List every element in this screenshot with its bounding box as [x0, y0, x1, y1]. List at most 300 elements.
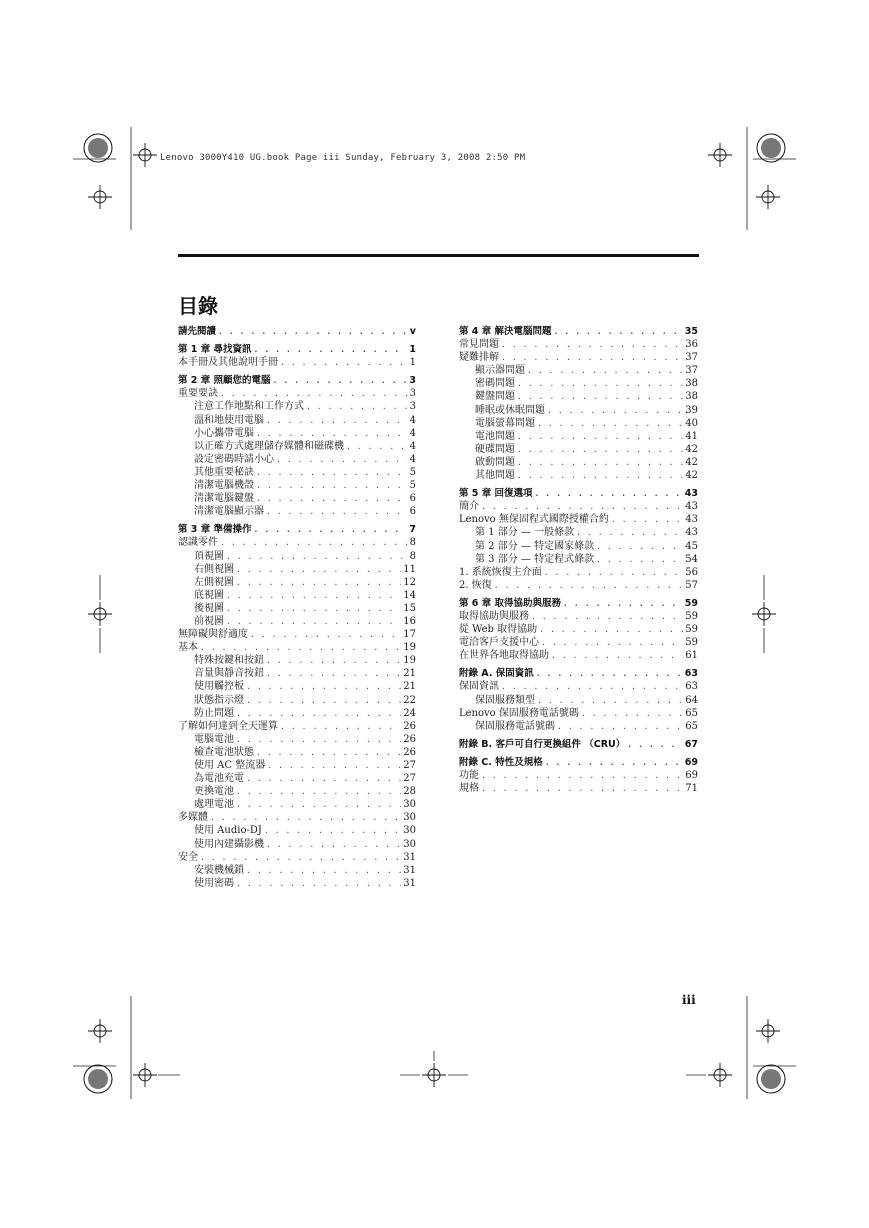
toc-entry[interactable]	[178, 440, 416, 453]
toc-entry[interactable]	[459, 553, 698, 566]
toc-dot-leader	[236, 733, 401, 746]
toc-entry[interactable]	[178, 838, 416, 851]
toc-entry-page: 1	[409, 357, 416, 369]
toc-dot-leader	[501, 338, 683, 351]
toc-dot-leader	[494, 579, 684, 592]
toc-entry[interactable]	[459, 526, 698, 539]
toc-entry-title: 本手冊及其他說明手冊	[178, 357, 278, 369]
toc-entry-title: 頂視圖	[194, 550, 224, 562]
toc-entry[interactable]	[178, 759, 416, 772]
toc-entry-page: 26	[403, 720, 416, 732]
toc-entry-page: 14	[403, 589, 416, 601]
toc-entry-title: 右側視圖	[194, 563, 234, 575]
toc-entry-page: 38	[685, 378, 698, 390]
toc-entry-title: 安全	[178, 851, 198, 863]
toc-entry-title: 後視圖	[194, 602, 224, 614]
toc-entry[interactable]	[459, 610, 698, 623]
toc-dot-leader	[236, 798, 401, 811]
toc-entry[interactable]	[178, 576, 416, 589]
toc-dot-leader	[236, 563, 401, 576]
toc-entry-title: 溫和地使用電腦	[194, 414, 264, 426]
toc-dot-leader	[200, 641, 401, 654]
toc-entry[interactable]	[178, 707, 416, 720]
toc-dot-leader	[531, 610, 683, 623]
toc-entry[interactable]	[459, 500, 698, 513]
toc-entry[interactable]	[178, 667, 416, 680]
toc-entry-title: 使用密碼	[194, 877, 234, 889]
toc-entry[interactable]	[178, 427, 416, 440]
toc-entry-title: 在世界各地取得協助	[459, 650, 549, 662]
toc-entry-page: 37	[685, 352, 698, 364]
toc-dot-leader	[541, 636, 683, 649]
toc-entry-title: 認識零件	[178, 537, 218, 549]
toc-entry-page: 69	[685, 770, 698, 781]
toc-dot-leader	[517, 469, 683, 482]
toc-entry-page: 30	[403, 838, 416, 850]
toc-dot-leader	[226, 602, 401, 615]
toc-dot-leader	[246, 680, 401, 693]
toc-dot-leader	[576, 526, 683, 539]
toc-entry-title: 無障礙與舒適度	[178, 629, 248, 641]
toc-dot-leader	[581, 707, 683, 720]
toc-dot-leader	[280, 356, 408, 369]
toc-entry-page: 4	[409, 453, 416, 465]
toc-entry-title: 2. 恢復	[459, 579, 492, 591]
toc-entry-title: 顯示器問題	[475, 365, 525, 377]
toc-entry-title: 常見問題	[459, 339, 499, 351]
toc-entry-page: 3	[409, 401, 416, 413]
toc-entry-page: 27	[403, 773, 416, 785]
toc-entry[interactable]	[178, 720, 416, 733]
toc-entry-title: 小心攜帶電腦	[194, 427, 254, 439]
toc-entry-title: 安裝機械鎖	[194, 864, 244, 876]
toc-entry[interactable]	[178, 877, 416, 890]
toc-entry-title: 第 5 章 回復選項	[459, 488, 533, 500]
toc-entry-title: 電洽客戶支援中心	[459, 637, 539, 649]
toc-entry[interactable]	[459, 782, 698, 795]
page-title: 目錄	[178, 294, 218, 318]
toc-entry-page: 8	[409, 550, 416, 562]
toc-entry-page: 65	[685, 707, 698, 719]
toc-entry-title: 啟動問題	[475, 456, 515, 468]
toc-entry-page: 27	[403, 760, 416, 771]
toc-entry[interactable]	[178, 785, 416, 798]
toc-entry[interactable]	[178, 733, 416, 746]
toc-entry[interactable]	[178, 466, 416, 479]
toc-entry[interactable]	[178, 641, 416, 654]
toc-dot-leader	[517, 443, 683, 456]
toc-chapter-entry[interactable]	[459, 667, 698, 680]
toc-dot-leader	[280, 720, 401, 733]
toc-entry-title: 前視圖	[194, 615, 224, 627]
toc-entry[interactable]	[459, 513, 698, 526]
toc-entry-page: 59	[685, 637, 698, 649]
toc-entry-title: 左側視圖	[194, 576, 234, 588]
toc-entry[interactable]	[178, 589, 416, 602]
toc-entry-title: 電池問題	[475, 430, 515, 442]
toc-entry[interactable]	[178, 492, 416, 505]
toc-entry-title: 底視圖	[194, 589, 224, 601]
toc-dot-leader	[501, 680, 683, 693]
toc-entry-page: 71	[685, 783, 698, 795]
toc-dot-leader	[537, 694, 683, 707]
toc-chapter-entry[interactable]	[178, 343, 416, 356]
toc-entry[interactable]	[459, 338, 698, 351]
toc-dot-leader	[517, 456, 683, 469]
toc-entry[interactable]	[459, 364, 698, 377]
toc-entry-title: Lenovo 無保固程式國際授權合約	[459, 514, 609, 526]
toc-entry-page: 67	[684, 738, 698, 750]
toc-chapter-entry[interactable]	[459, 325, 698, 338]
toc-entry-page: 31	[403, 864, 416, 876]
toc-entry-page: 22	[403, 694, 416, 706]
toc-entry-page: 59	[684, 597, 698, 609]
toc-entry-title: 第 2 部分 — 特定國家條款	[475, 540, 595, 552]
toc-entry[interactable]	[178, 602, 416, 615]
toc-entry-title: 第 6 章 取得協助與服務	[459, 597, 562, 609]
toc-chapter-entry[interactable]	[459, 487, 698, 500]
toc-entry[interactable]	[178, 414, 416, 427]
toc-entry-page: 24	[403, 707, 416, 719]
toc-dot-leader	[547, 404, 683, 417]
toc-dot-leader	[557, 720, 683, 733]
toc-dot-leader	[267, 759, 401, 772]
toc-dot-leader	[256, 466, 408, 479]
toc-dot-leader	[256, 479, 408, 492]
toc-dot-leader	[346, 440, 408, 453]
toc-entry-page: 4	[409, 440, 416, 452]
toc-entry[interactable]	[178, 387, 416, 400]
toc-entry[interactable]	[178, 694, 416, 707]
toc-dot-leader	[266, 838, 401, 851]
print-header-line: Lenovo 3000Y410 UG.book Page iii Sunday, February 3, 2008 2:50 PM	[160, 153, 526, 163]
toc-entry-title: 清潔電腦機殼	[194, 480, 254, 492]
toc-dot-leader	[545, 756, 683, 769]
toc-dot-leader	[501, 351, 683, 364]
toc-entry[interactable]	[178, 550, 416, 563]
toc-entry[interactable]	[459, 566, 698, 579]
toc-entry-title: 取得協助與服務	[459, 610, 529, 622]
toc-entry-title: 簡介	[459, 501, 479, 513]
toc-entry-page: 21	[403, 681, 416, 693]
toc-dot-leader	[210, 811, 401, 824]
toc-entry-title: 清潔電腦鍵盤	[194, 493, 254, 505]
toc-entry[interactable]	[178, 864, 416, 877]
toc-entry-title: 硬碟問題	[475, 443, 515, 455]
toc-dot-leader	[266, 667, 401, 680]
toc-entry-title: 防止問題	[194, 707, 234, 719]
toc-entry[interactable]	[178, 563, 416, 576]
toc-entry-title: 使用觸控板	[194, 681, 244, 693]
toc-entry-page: 43	[685, 514, 698, 526]
toc-dot-leader	[250, 628, 401, 641]
toc-chapter-entry[interactable]	[178, 523, 416, 536]
toc-entry[interactable]	[459, 636, 698, 649]
toc-dot-leader	[236, 576, 401, 589]
toc-dot-leader	[256, 746, 401, 759]
toc-entry[interactable]	[178, 811, 416, 824]
toc-entry-page: 12	[403, 576, 416, 588]
toc-entry-page: 57	[685, 579, 698, 591]
toc-dot-leader	[236, 785, 401, 798]
toc-entry-title: 保固服務類型	[475, 694, 535, 706]
toc-entry-page: 15	[403, 602, 416, 614]
toc-dot-leader	[544, 566, 684, 579]
page-number: iii	[682, 993, 696, 1007]
toc-entry-page: 43	[685, 527, 698, 539]
toc-entry-page: 3	[409, 388, 416, 400]
toc-dot-leader	[254, 343, 408, 356]
toc-entry-page: 65	[685, 720, 698, 732]
toc-entry-page: 5	[409, 466, 416, 478]
toc-dot-leader	[536, 667, 683, 680]
toc-dot-leader	[236, 707, 401, 720]
toc-entry[interactable]	[459, 417, 698, 430]
toc-dot-leader	[517, 430, 683, 443]
toc-entry[interactable]	[178, 680, 416, 693]
toc-dot-leader	[481, 769, 683, 782]
toc-entry-page: 8	[409, 537, 416, 549]
toc-entry-page: 43	[685, 501, 698, 513]
toc-entry-page: 26	[403, 746, 416, 758]
toc-dot-leader	[256, 427, 408, 440]
toc-entry[interactable]	[178, 746, 416, 759]
toc-entry[interactable]	[178, 824, 416, 837]
toc-chapter-entry[interactable]	[178, 374, 416, 387]
toc-entry-page: 21	[403, 668, 416, 680]
toc-entry[interactable]	[459, 390, 698, 403]
toc-entry-page: 61	[685, 650, 698, 662]
toc-entry[interactable]	[178, 536, 416, 549]
toc-entry-page: 19	[403, 642, 416, 654]
toc-chapter-entry[interactable]	[459, 756, 698, 769]
toc-entry-title: 附錄 B. 客戶可自行更換組件 （CRU）	[459, 738, 626, 750]
toc-entry-title: 從 Web 取得協助	[459, 624, 538, 636]
toc-entry[interactable]	[459, 404, 698, 417]
toc-entry-title: 注意工作地點和工作方式	[194, 401, 304, 413]
toc-entry-title: 保固服務電話號碼	[475, 720, 555, 732]
toc-entry-title: 保固資訊	[459, 681, 499, 693]
toc-entry-page: 7	[409, 524, 416, 536]
toc-dot-leader	[220, 387, 408, 400]
toc-entry-page: 64	[685, 694, 698, 706]
toc-dot-leader	[551, 649, 683, 662]
toc-entry-title: 多媒體	[178, 812, 208, 824]
toc-entry[interactable]	[178, 798, 416, 811]
toc-dot-leader	[200, 851, 401, 864]
toc-entry[interactable]	[459, 707, 698, 720]
toc-dot-leader	[273, 374, 408, 387]
toc-entry-page: 19	[403, 655, 416, 667]
toc-entry-title: 基本	[178, 642, 198, 654]
toc-entry-title: 第 3 部分 — 特定程式條款	[475, 553, 595, 565]
toc-entry-page: 45	[685, 540, 698, 552]
toc-entry[interactable]	[459, 443, 698, 456]
toc-dot-leader	[527, 364, 683, 377]
toc-entry-title: 第 2 章 照顧您的電腦	[178, 375, 271, 387]
toc-entry-title: 第 1 章 尋找資訊	[178, 344, 252, 356]
toc-entry-page: 6	[409, 493, 416, 505]
toc-entry-page: 40	[685, 417, 698, 429]
toc-entry-title: Lenovo 保固服務電話號碼	[459, 707, 579, 719]
toc-dot-leader	[517, 390, 683, 403]
toc-entry-title: 使用 AC 整流器	[194, 760, 266, 771]
toc-entry-page: 59	[685, 624, 698, 636]
toc-entry-title: 使用內建攝影機	[194, 838, 264, 850]
toc-entry-page: 30	[403, 799, 416, 811]
toc-entry-title: 使用 Audio-DJ	[194, 825, 262, 837]
toc-entry[interactable]	[459, 456, 698, 469]
toc-entry[interactable]	[178, 851, 416, 864]
toc-dot-leader	[266, 505, 408, 518]
toc-chapter-entry[interactable]	[459, 738, 698, 751]
toc-entry-page: 6	[409, 506, 416, 518]
toc-entry-page: 11	[403, 563, 416, 575]
toc-entry-title: 1. 系統恢復主介面	[459, 566, 542, 578]
toc-chapter-entry[interactable]	[178, 325, 416, 338]
toc-entry-title: 檢查電池狀態	[194, 746, 254, 758]
toc-entry[interactable]	[178, 772, 416, 785]
toc-entry-page: v	[409, 326, 416, 337]
toc-entry-page: 42	[685, 470, 698, 482]
toc-entry-page: 3	[409, 375, 416, 387]
toc-entry[interactable]	[178, 615, 416, 628]
toc-entry[interactable]	[178, 505, 416, 518]
toc-entry[interactable]	[178, 628, 416, 641]
toc-entry-page: 30	[403, 825, 416, 837]
toc-entry[interactable]	[178, 479, 416, 492]
toc-entry-page: 59	[685, 610, 698, 622]
toc-entry-title: 請先閱讀	[178, 326, 217, 337]
toc-entry[interactable]	[178, 356, 416, 369]
toc-entry-title: 特殊按鍵和按鈕	[194, 655, 264, 667]
toc-dot-leader	[481, 500, 683, 513]
toc-entry-title: 音量與靜音按鈕	[194, 668, 264, 680]
toc-entry-page: 4	[409, 414, 416, 426]
toc-dot-leader	[254, 523, 408, 536]
toc-entry-title: 狀態指示燈	[194, 694, 244, 706]
toc-entry-title: 規格	[459, 783, 479, 795]
toc-entry[interactable]	[459, 469, 698, 482]
toc-dot-leader	[218, 325, 408, 338]
toc-entry-page: 31	[403, 877, 416, 889]
toc-entry-title: 清潔電腦顯示器	[194, 506, 264, 518]
toc-dot-leader	[596, 540, 683, 553]
toc-dot-leader	[264, 824, 401, 837]
toc-dot-leader	[563, 597, 683, 610]
toc-dot-leader	[276, 453, 408, 466]
toc-dot-leader	[596, 553, 683, 566]
toc-entry-page: 39	[685, 404, 698, 416]
toc-dot-leader	[306, 400, 408, 413]
toc-entry[interactable]	[459, 377, 698, 390]
toc-entry[interactable]	[459, 430, 698, 443]
toc-entry-page: 42	[685, 443, 698, 455]
toc-entry-page: 63	[685, 681, 698, 693]
toc-entry-title: 電腦電池	[194, 733, 234, 745]
toc-dot-leader	[246, 694, 401, 707]
toc-entry-page: 36	[685, 339, 698, 351]
toc-entry-page: 4	[409, 427, 416, 439]
toc-dot-leader	[246, 864, 401, 877]
toc-dot-leader	[256, 492, 408, 505]
toc-entry-title: 功能	[459, 770, 479, 781]
toc-entry-page: 69	[684, 756, 698, 768]
toc-dot-leader	[554, 325, 683, 338]
toc-dot-leader	[517, 377, 683, 390]
toc-entry-title: 設定密碼時請小心	[194, 453, 274, 465]
toc-dot-leader	[627, 738, 682, 751]
toc-entry-page: 63	[684, 668, 698, 680]
toc-entry-title: 了解如何達到全天運算	[178, 720, 278, 732]
toc-entry-page: 37	[685, 365, 698, 377]
toc-entry-title: 第 3 章 準備操作	[178, 524, 252, 536]
toc-entry[interactable]	[178, 400, 416, 413]
toc-entry-title: 其他重要秘訣	[194, 466, 254, 478]
toc-entry[interactable]	[459, 540, 698, 553]
toc-entry-page: 5	[409, 480, 416, 492]
toc-dot-leader	[226, 550, 408, 563]
toc-entry-title: 電腦螢幕問題	[475, 417, 535, 429]
toc-dot-leader	[481, 782, 683, 795]
toc-dot-leader	[611, 513, 683, 526]
toc-entry-title: 其他問題	[475, 470, 515, 482]
toc-dot-leader	[266, 414, 408, 427]
toc-entry[interactable]	[459, 720, 698, 733]
toc-entry[interactable]	[178, 453, 416, 466]
toc-entry-page: 38	[685, 391, 698, 403]
toc-chapter-entry[interactable]	[459, 597, 698, 610]
toc-entry-title: 第 4 章 解決電腦問題	[459, 326, 552, 337]
toc-entry-title: 第 1 部分 — 一般條款	[475, 527, 575, 539]
toc-dot-leader	[266, 654, 401, 667]
top-rule	[178, 254, 699, 257]
toc-dot-leader	[226, 589, 401, 602]
toc-entry-title: 為電池充電	[194, 773, 244, 785]
toc-entry[interactable]	[459, 579, 698, 592]
toc-entry-title: 鍵盤問題	[475, 391, 515, 403]
toc-entry-title: 更換電池	[194, 786, 234, 798]
toc-right-column	[459, 325, 698, 795]
toc-entry-page: 17	[403, 629, 416, 641]
toc-entry-page: 43	[684, 488, 698, 500]
toc-dot-leader	[537, 417, 683, 430]
toc-entry-page: 35	[684, 326, 698, 337]
toc-entry[interactable]	[178, 654, 416, 667]
toc-dot-leader	[226, 615, 401, 628]
toc-entry-title: 疑難排解	[459, 352, 499, 364]
toc-entry[interactable]	[459, 694, 698, 707]
toc-left-column	[178, 325, 416, 890]
toc-entry-title: 附錄 C. 特性及規格	[459, 756, 543, 768]
toc-entry-page: 30	[403, 812, 416, 824]
toc-entry[interactable]	[459, 351, 698, 364]
toc-entry[interactable]	[459, 649, 698, 662]
toc-entry[interactable]	[459, 769, 698, 782]
toc-entry-page: 54	[685, 553, 698, 565]
toc-entry[interactable]	[459, 623, 698, 636]
toc-entry-page: 28	[403, 786, 416, 798]
toc-entry[interactable]	[459, 680, 698, 693]
toc-dot-leader	[539, 623, 683, 636]
toc-entry-page: 31	[403, 851, 416, 863]
toc-entry-page: 41	[685, 430, 698, 442]
toc-dot-leader	[535, 487, 683, 500]
toc-entry-page: 56	[685, 566, 698, 578]
toc-entry-page: 1	[409, 344, 416, 356]
toc-dot-leader	[246, 772, 401, 785]
toc-dot-leader	[236, 877, 401, 890]
